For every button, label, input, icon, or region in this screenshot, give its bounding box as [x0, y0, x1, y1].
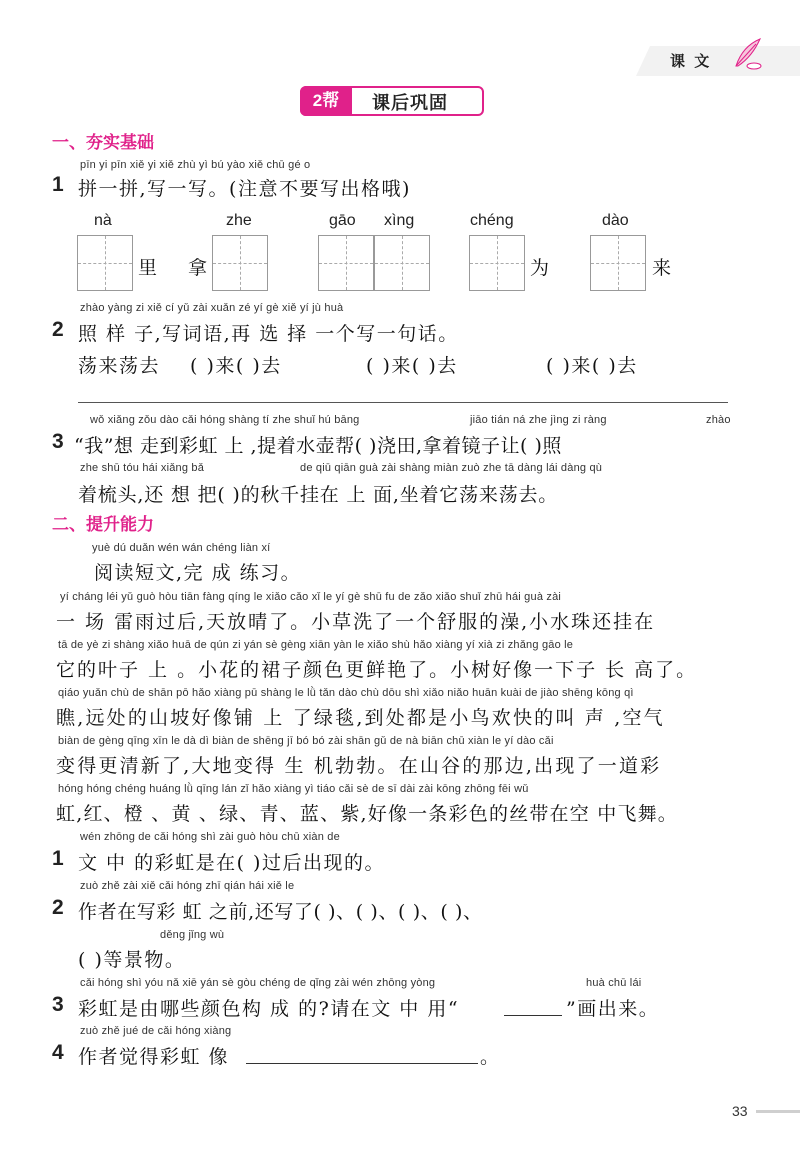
question-text: 拼一拼,写一写。(注意不要写出格哦)	[78, 178, 411, 200]
example-word: 荡来荡去	[78, 355, 161, 377]
question-pinyin: pīn yi pīn xiě yi xiě zhù yì bú yào xiě chū gé o	[80, 159, 311, 171]
reading-instruction-pinyin: yuè dú duǎn wén wán chéng liàn xí	[92, 542, 271, 554]
question-pinyin: cǎi hóng shì yóu nǎ xiē yán sè gòu chéng de qǐng zài wén zhōng yòng	[80, 977, 436, 989]
question-text: ”画出来。	[566, 998, 660, 1020]
question-pinyin: wǒ xiǎng zǒu dào cǎi hóng shàng tí zhe shuǐ hú bāng	[90, 414, 360, 426]
reading-instruction: 阅读短文,完 成 练习。	[94, 562, 302, 584]
question-pinyin: de qiū qiān guà zài shàng miàn zuò zhe tā dàng lái dàng qù	[300, 462, 603, 474]
question-text[interactable]: ( )等景物。	[78, 949, 186, 971]
writing-grid[interactable]	[469, 235, 525, 291]
passage-line: 瞧,远处的山坡好像铺 上 了绿毯,到处都是小鸟欢快的叫 声 ,空气	[56, 707, 665, 729]
title-text: 课后巩固	[372, 93, 448, 114]
section-heading: 二、提升能力	[52, 515, 154, 535]
writing-grid[interactable]	[318, 235, 374, 291]
question-pinyin: děng jǐng wù	[160, 929, 225, 941]
answer-line[interactable]	[78, 402, 728, 403]
header-tab-label: 课 文	[670, 52, 712, 70]
page-number-dash	[756, 1110, 800, 1113]
writing-grid[interactable]	[590, 235, 646, 291]
writing-grid[interactable]	[77, 235, 133, 291]
passage-line: 一 场 雷雨过后,天放晴了。小草洗了一个舒服的澡,小水珠还挂在	[56, 611, 656, 633]
writing-grid[interactable]	[374, 235, 430, 291]
question-pinyin: zuò zhě zài xiě cǎi hóng zhī qián hái xiě le	[80, 880, 295, 892]
underline-mark-blank	[504, 1015, 562, 1016]
question-number: 1	[52, 847, 64, 870]
question-text: 作者觉得彩虹 像	[78, 1046, 230, 1068]
question-pinyin: zhào	[706, 414, 731, 426]
passage-line: 变得更清新了,大地变得 生 机勃勃。在山谷的那边,出现了一道彩	[56, 755, 662, 777]
question-number: 4	[52, 1041, 64, 1064]
question-pinyin: wén zhōng de cǎi hóng shì zài guò hòu chū xiàn de	[80, 831, 340, 843]
grid-pinyin: zhe	[226, 212, 252, 229]
writing-grid[interactable]	[212, 235, 268, 291]
question-text: 照 样 子,写词语,再 选 择 一个写一句话。	[78, 323, 459, 345]
question-pinyin: jiāo tián ná zhe jìng zi ràng	[470, 414, 607, 426]
question-number: 3	[52, 993, 64, 1016]
question-number: 2	[52, 896, 64, 919]
section-heading: 一、夯实基础	[52, 133, 154, 153]
header-tab	[636, 46, 800, 76]
grid-char: 为	[530, 257, 550, 279]
title-badge: 2帮	[300, 86, 352, 116]
fill-blank[interactable]: ( )来( )去	[546, 355, 638, 377]
grid-pinyin: xìng	[384, 212, 415, 229]
question-text: 彩虹是由哪些颜色构 成 的?请在文 中 用“	[78, 998, 460, 1020]
grid-char: 里	[138, 257, 158, 279]
passage-pinyin: qiáo yuǎn chù de shān pō hǎo xiàng pū shàng le lǜ tǎn dào chù dōu shì xiǎo niǎo huān kuài de jiào shēng kōng qì	[58, 687, 634, 699]
passage-pinyin: yí cháng léi yǔ guò hòu tiān fàng qíng le xiǎo cǎo xǐ le yí gè shū fu de zǎo xiǎo shuǐ zhū hái guà zài	[60, 591, 562, 603]
grid-char: 来	[652, 257, 672, 279]
passage-pinyin: hóng hóng chéng huáng lǜ qīng lán zǐ hǎo xiàng yì tiáo cǎi sè de sī dài zài kōng zhōng fēi wǔ	[58, 783, 529, 795]
page-number: 33	[732, 1103, 748, 1119]
grid-pinyin: nà	[94, 212, 112, 229]
question-number: 2	[52, 318, 64, 341]
grid-pinyin: dào	[602, 212, 629, 229]
grid-pinyin: gāo	[329, 212, 356, 229]
grid-pinyin: chéng	[470, 212, 514, 229]
question-number: 3	[52, 430, 64, 453]
question-text[interactable]: “我”想 走到彩虹 上 ,提着水壶帮( )浇田,拿着镜子让( )照	[74, 435, 562, 457]
question-pinyin: zuò zhě jué de cǎi hóng xiàng	[80, 1025, 232, 1037]
question-pinyin: zhe shū tóu hái xiǎng bǎ	[80, 462, 205, 474]
question-text: 。	[480, 1046, 501, 1068]
question-text[interactable]: 文 中 的彩虹是在( )过后出现的。	[78, 852, 385, 874]
question-number: 1	[52, 173, 64, 196]
question-text[interactable]: 作者在写彩 虹 之前,还写了( )、( )、( )、( )、	[78, 901, 483, 923]
question-pinyin: zhào yàng zi xiě cí yǔ zài xuǎn zé yí gè xiě yí jù huà	[80, 302, 344, 314]
fill-blank[interactable]: ( )来( )去	[190, 355, 282, 377]
fill-blank[interactable]: ( )来( )去	[366, 355, 458, 377]
answer-line[interactable]	[246, 1063, 478, 1064]
question-text[interactable]: 着梳头,还 想 把( )的秋千挂在 上 面,坐着它荡来荡去。	[78, 484, 559, 506]
passage-line: 它的叶子 上 。小花的裙子颜色更鲜艳了。小树好像一下子 长 高了。	[56, 659, 698, 681]
grid-char: 拿	[188, 257, 208, 279]
passage-pinyin: biàn de gèng qīng xīn le dà dì biàn de shēng jī bó bó zài shān gǔ de nà biān chū xiàn le yí dào cǎi	[58, 735, 554, 747]
feather-icon	[730, 36, 764, 72]
passage-line: 虹,红、橙 、黄 、绿、青、蓝、紫,好像一条彩色的丝带在空 中飞舞。	[56, 803, 678, 825]
passage-pinyin: tā de yè zi shàng xiǎo huā de qún zi yán sè gèng xiān yàn le xiǎo shù hǎo xiàng yí xià zi zhǎng gāo le	[58, 639, 574, 651]
question-pinyin: huà chū lái	[586, 977, 642, 989]
